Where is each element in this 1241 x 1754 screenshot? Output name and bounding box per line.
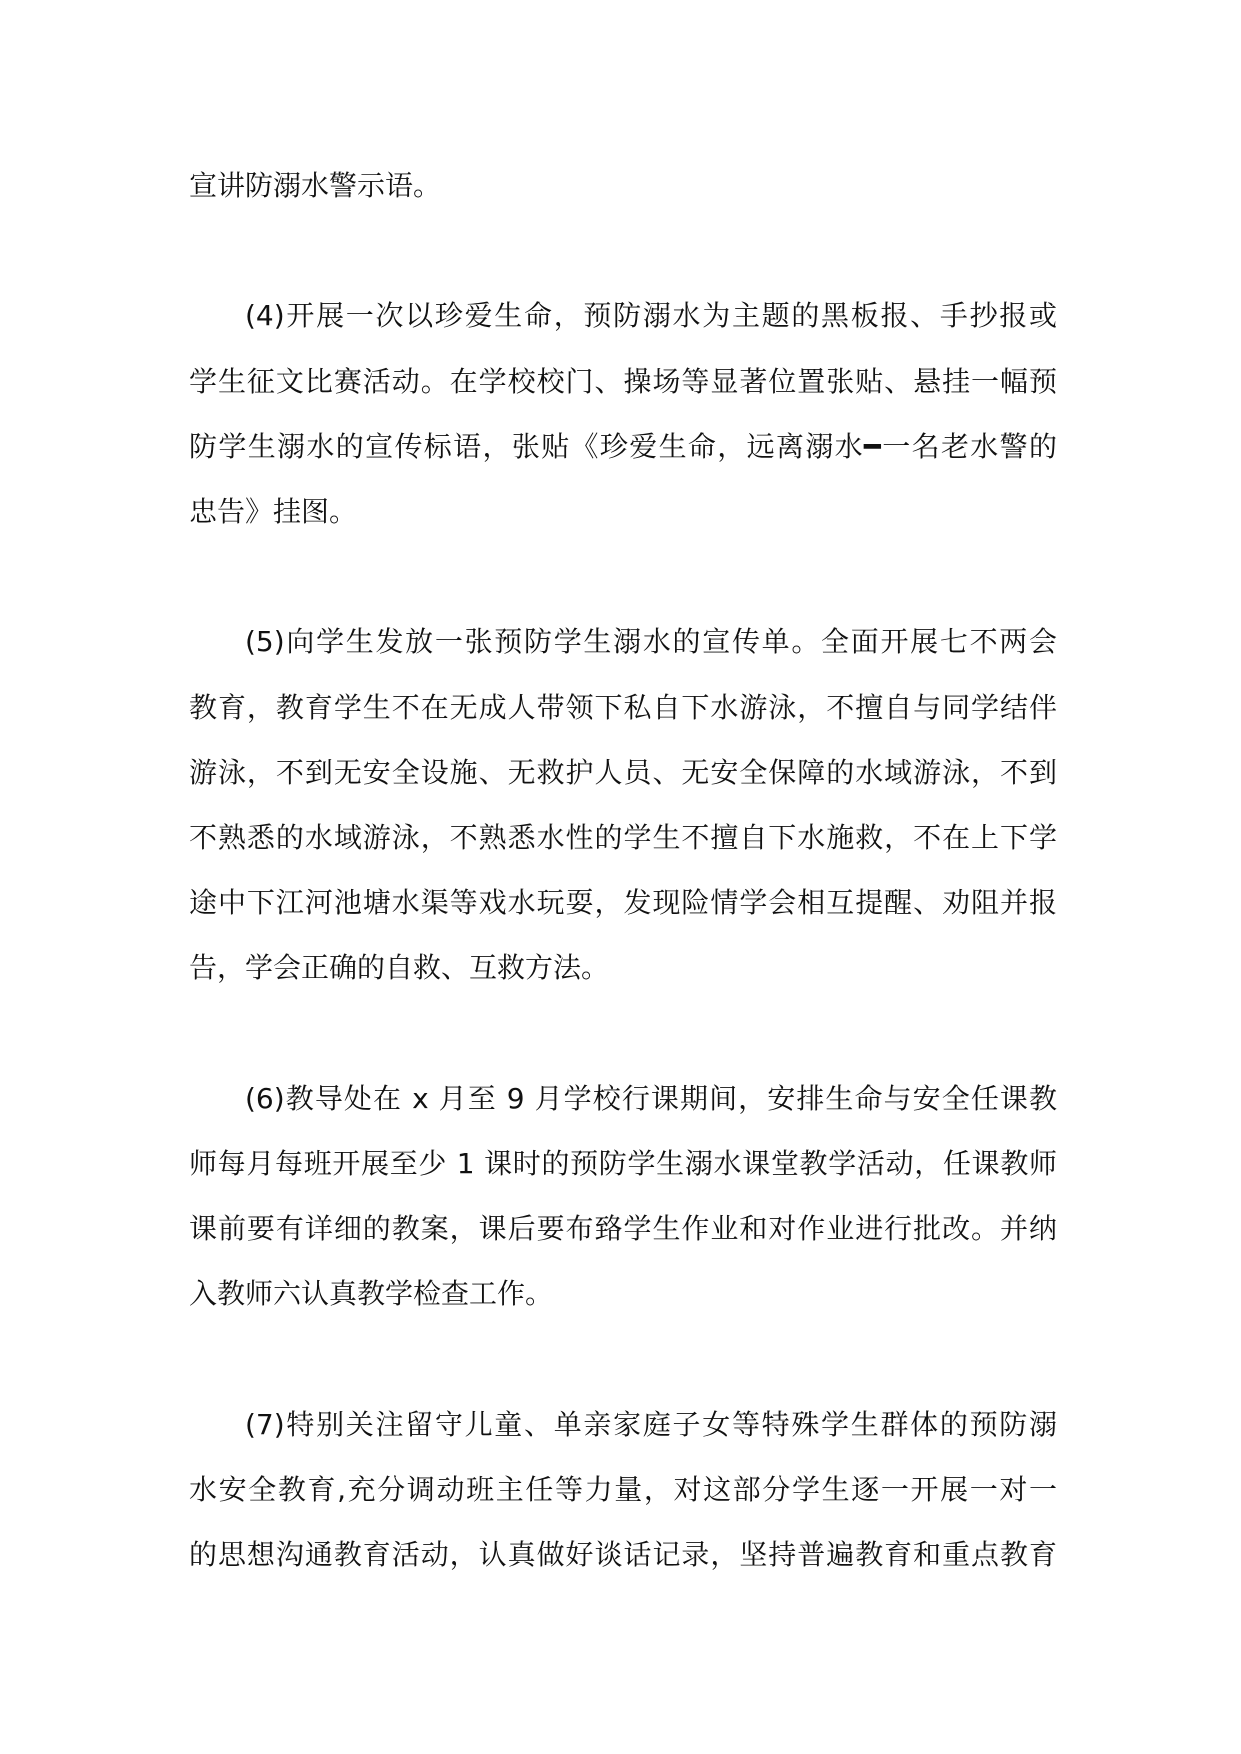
paragraph-item-6 (189, 1066, 1057, 1327)
text-line: 忠告》挂图。 (189, 494, 358, 528)
text-line: (6)教导处在 x 月至 9 月学校行课期间，安排生命与安全任课教 (245, 1081, 1057, 1115)
text-line: 不熟悉的水域游泳，不熟悉水性的学生不擅自下水施救，不在上下学 (189, 820, 1057, 854)
text-line: (5)向学生发放一张预防学生溺水的宣传单。全面开展七不两会 (245, 625, 1057, 659)
text-line: 的思想沟通教育活动，认真做好谈话记录，坚持普遍教育和重点教育 (189, 1537, 1057, 1571)
text-line: 途中下江河池塘水渠等戏水玩耍，发现险情学会相互提醒、劝阻并报 (189, 886, 1057, 920)
text-line: 游泳，不到无安全设施、无救护人员、无安全保障的水域游泳，不到 (189, 755, 1057, 789)
text-line: 告，学会正确的自救、互救方法。 (189, 951, 610, 985)
document-body (189, 153, 1057, 1587)
text-line: 入教师六认真教学检查工作。 (189, 1277, 554, 1311)
paragraph-item-7 (189, 1392, 1057, 1588)
text-line: (7)特别关注留守儿童、单亲家庭子女等特殊学生群体的预防溺 (245, 1407, 1057, 1441)
paragraph-item-5 (189, 609, 1057, 1000)
text-line: 教育，教育学生不在无成人带领下私自下水游泳，不擅自与同学结伴 (189, 690, 1057, 724)
text-line: 课前要有详细的教案，课后要布臵学生作业和对作业进行批改。并纳 (189, 1212, 1057, 1245)
paragraph-item-4 (189, 283, 1057, 544)
text-line: 宣讲防溺水警示语。 (189, 169, 442, 202)
text-line: 水安全教育,充分调动班主任等力量，对这部分学生逐一开展一对一 (189, 1472, 1057, 1506)
text-line: 师每月每班开展至少 1 课时的预防学生溺水课堂教学活动，任课教师 (189, 1146, 1057, 1180)
paragraph-continuation (189, 153, 1057, 218)
text-line: 学生征文比赛活动。在学校校门、操场等显著位置张贴、悬挂一幅预 (189, 364, 1057, 398)
text-line: (4)开展一次以珍爱生命，预防溺水为主题的黑板报、手抄报或 (245, 299, 1057, 333)
text-line: 防学生溺水的宣传标语，张贴《珍爱生命，远离溺水━一名老水警的 (189, 429, 1057, 463)
